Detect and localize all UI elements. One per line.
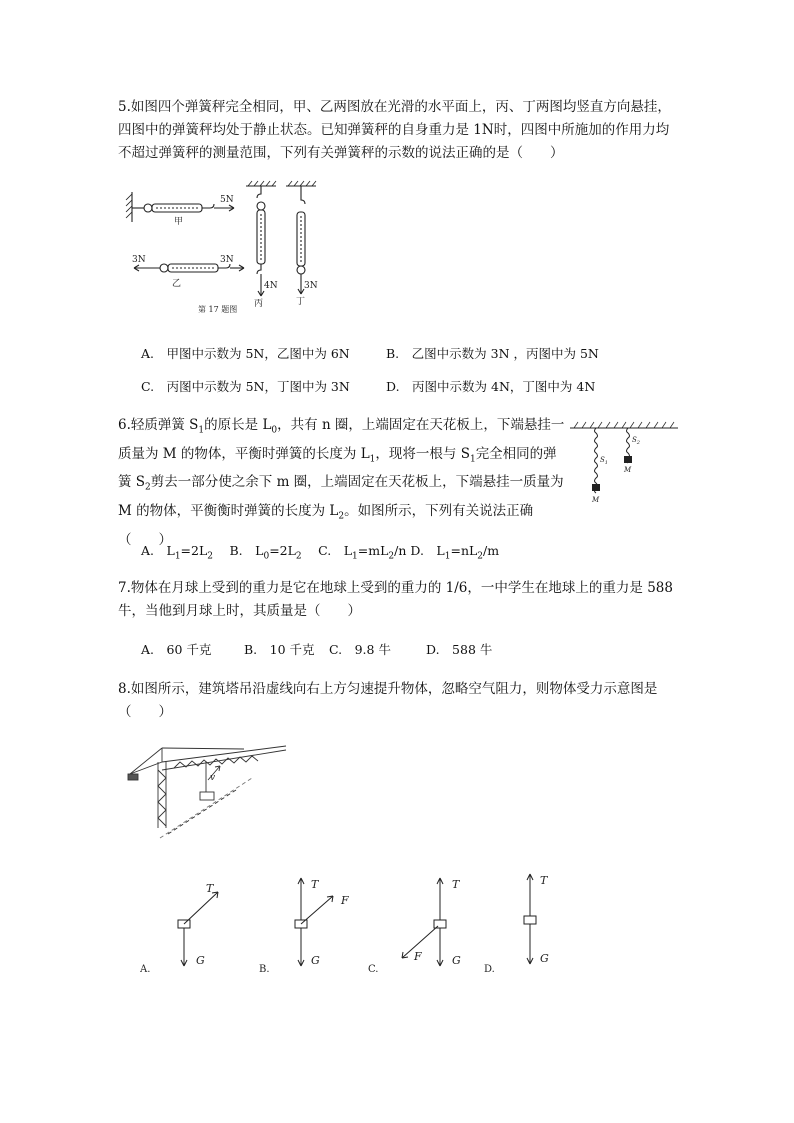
choice-b-letter: B.: [259, 964, 270, 975]
figure-caption: 第 17 题图: [198, 305, 238, 314]
label-bing: 丙: [254, 299, 264, 309]
question-5-text: 5.如图四个弹簧秤完全相同，甲、乙两图放在光滑的水平面上，丙、丁两图均竖直方向悬挂，四图中的弹簧秤均处于静止状态。已知弹簧秤的自身重力是 1N时，四图中所施加的作用力均不超过弹簧秤的测量范围，下列有关弹簧秤的示数的说法正确的是（ ）: [118, 99, 671, 161]
label-yi: 乙: [172, 279, 182, 289]
force-c-t: T: [452, 878, 460, 891]
force-yi-left: 3N: [132, 255, 146, 265]
label-jia: 甲: [174, 217, 184, 227]
force-a-t: T: [206, 882, 214, 895]
question-6: [118, 414, 570, 552]
q5-option-d[interactable]: D. 丙图中示数为 4N，丁图中为 4N: [386, 379, 596, 394]
q7-option-d[interactable]: D. 588 牛: [426, 642, 493, 657]
force-b-f: F: [341, 894, 349, 907]
velocity-label: v: [210, 773, 216, 783]
question-7: [118, 577, 678, 623]
tower-crane-figure: [124, 740, 294, 840]
force-d-g: G: [540, 952, 549, 965]
choice-d-letter: D.: [484, 964, 495, 975]
question-6-text: 6.轻质弹簧 $S_1$的原长是 $L_0$，共有 n 圈，上端固定在天花板上，下端悬挂一质量为 M 的物体，平衡时弹簧的长度为 $L_1$，现将一根与 $S_1$完全相同的弹簧 $S_2$剪去一部分使之余下 m 圈，上端固定在天花板上，下端悬挂一质量为 M 的物体，平衡衡时弹簧的长度为 $L_2$。如图所示，下列有关说法正确（ ）: [118, 417, 565, 548]
choice-c-letter: C.: [368, 964, 379, 975]
force-ding: 3N: [304, 281, 318, 291]
choice-a-letter: A.: [140, 964, 151, 975]
force-b-g: G: [311, 954, 320, 967]
force-jia: 5N: [220, 195, 234, 205]
label-ding: 丁: [296, 297, 306, 307]
question-5: [118, 96, 678, 165]
force-diagram-a[interactable]: [140, 868, 240, 978]
question-8: [118, 678, 678, 724]
label-mass1: M: [592, 496, 600, 504]
force-diagram-d[interactable]: [482, 868, 572, 978]
force-yi-right: 3N: [220, 255, 234, 265]
force-c-f: F: [414, 950, 422, 963]
q5-option-a[interactable]: A. 甲图中示数为 5N，乙图中为 6N: [141, 346, 350, 361]
q7-option-b[interactable]: B. 10 千克: [244, 642, 315, 657]
q7-option-a[interactable]: A. 60 千克: [141, 642, 212, 657]
question-8-text: 8.如图所示，建筑塔吊沿虚线向右上方匀速提升物体，忽略空气阻力，则物体受力示意图是（ ）: [118, 681, 658, 720]
spring-scales-figure: [122, 178, 332, 318]
q5-option-c[interactable]: C. 丙图中示数为 5N，丁图中为 3N: [141, 379, 350, 394]
spring-hanging-figure: [568, 418, 680, 510]
label-s1: $S_1$: [600, 456, 608, 466]
q5-option-b[interactable]: B. 乙图中示数为 3N ，丙图中为 5N: [386, 346, 599, 361]
question-7-text: 7.物体在月球上受到的重力是它在地球上受到的重力的 1/6，一中学生在地球上的重力是 588 牛，当他到月球上时，其质量是（ ）: [118, 580, 673, 619]
force-c-g: G: [452, 954, 461, 967]
force-b-t: T: [311, 878, 319, 891]
force-bing: 4N: [264, 281, 278, 291]
force-diagram-c[interactable]: [366, 868, 476, 978]
force-d-t: T: [540, 874, 548, 887]
q6-options[interactable]: A. $L_1=2L_2$ B. $L_0=2L_2$ C. $L_1=mL_2/n$ D. $L_1=nL_2/m$: [141, 543, 500, 562]
force-a-g: G: [196, 954, 205, 967]
label-mass2: M: [624, 466, 632, 474]
force-diagram-b[interactable]: [257, 868, 357, 978]
label-s2: $S_2$: [632, 436, 640, 446]
q7-option-c[interactable]: C. 9.8 牛: [329, 642, 391, 657]
